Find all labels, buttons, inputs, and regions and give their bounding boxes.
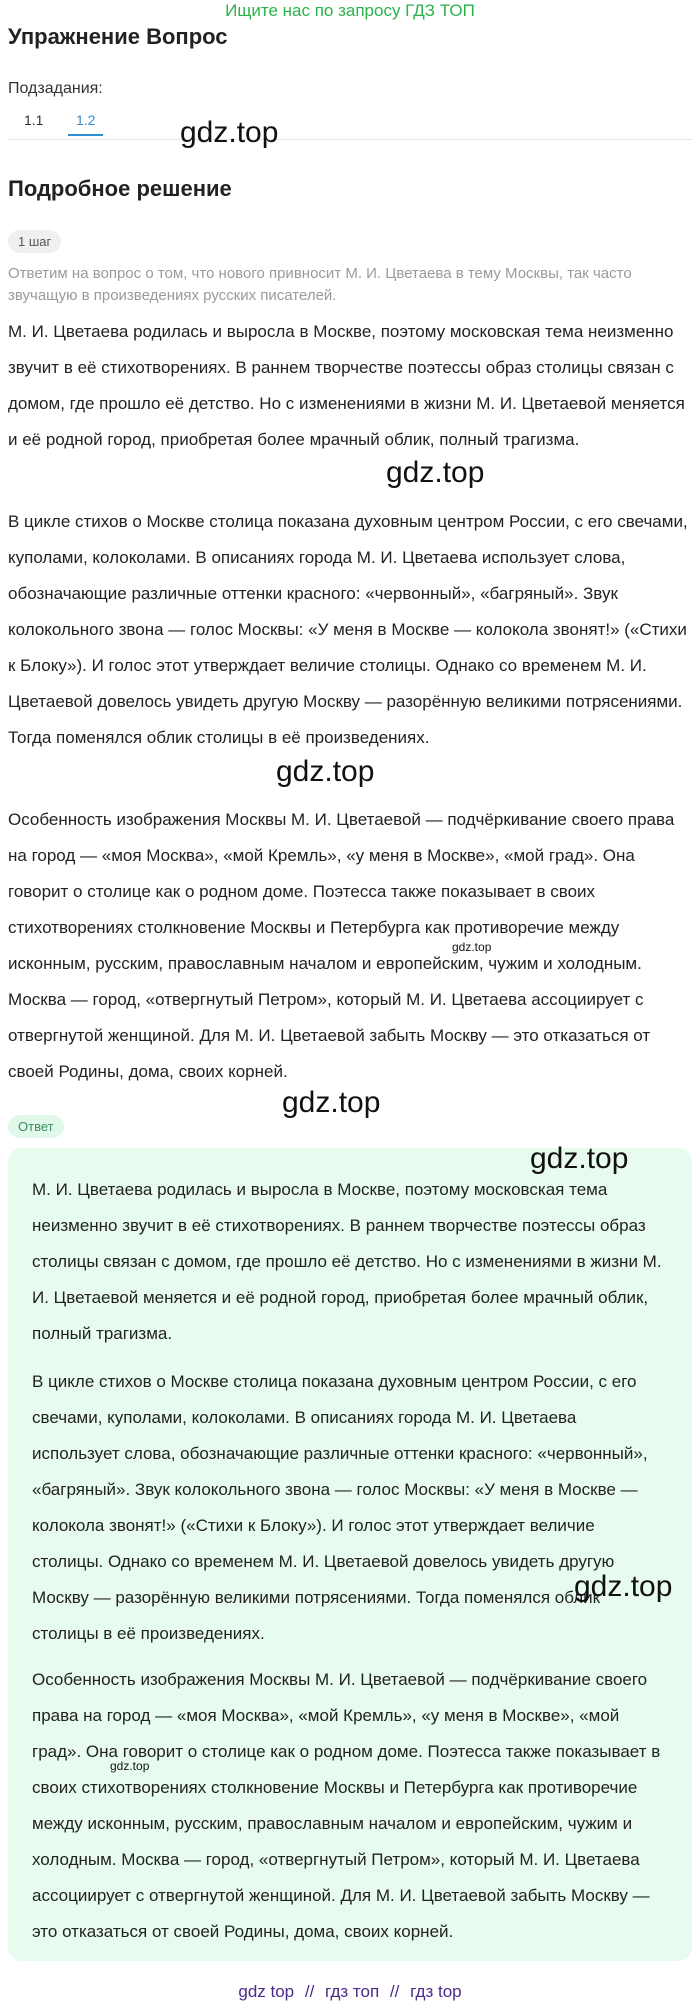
subtasks-label: Подзадания: xyxy=(8,80,103,97)
footer-separator: // xyxy=(389,1982,400,2001)
solution-title: Подробное решение xyxy=(8,176,232,201)
watermark: gdz.top xyxy=(386,456,485,489)
watermark: gdz.top xyxy=(530,1142,629,1175)
footer-link[interactable]: gdz top xyxy=(238,1982,295,2001)
page-header xyxy=(8,24,692,50)
answer-paragraph: Особенность изображения Москвы М. И. Цветаевой — подчёркивание своего права на город — «моя Москва», «мой Кремль», «у меня в Москве», «мой град». Она говорит о столице как о родном доме. Поэтесса также показывает в своих стихотворениях столкновение Москвы и Петербурга как противоречие между исконным, русским, православным началом и европейским, чужим и холодным. Москва — город, «отвергнутый Петром», который М. И. Цветаева ассоциирует с отвергнутой женщиной. Для М. И. Цветаевой забыть Москву — это отказаться от своей Родины, дома, своих корней. xyxy=(32,1670,661,1941)
solution-paragraph: Особенность изображения Москвы М. И. Цветаевой — подчёркивание своего права на город — «моя Москва», «мой Кремль», «у меня в Москве», «мой град». Она говорит о столице как о родном доме. Поэтесса также показывает в своих стихотворениях столкновение Москвы и Петербурга как противоречие между исконным, русским, православным началом и европейским, чужим и холодным. Москва — город, «отвергнутый Петром», который М. И. Цветаева ассоциирует с отвергнутой женщиной. Для М. И. Цветаевой забыть Москву — это отказаться от своей Родины, дома, своих корней. xyxy=(8,810,675,1081)
tab-1-2[interactable]: 1.2 xyxy=(76,112,95,136)
footer-separator: // xyxy=(304,1982,315,2001)
watermark: gdz.top xyxy=(110,1759,150,1773)
answer-badge: Ответ xyxy=(8,1115,64,1138)
top-banner: Ищите нас по запросу ГДЗ ТОП xyxy=(225,1,475,20)
solution-intro: Ответим на вопрос о том, что нового привносит М. И. Цветаева в тему Москвы, так часто звучащую в произведениях русских писателей. xyxy=(8,265,632,304)
watermark: gdz.top xyxy=(282,1086,381,1119)
watermark: gdz.top xyxy=(574,1570,673,1603)
step-badge: 1 шаг xyxy=(8,230,61,253)
page-title: Упражнение Вопрос xyxy=(8,24,228,49)
answer-paragraph: В цикле стихов о Москве столица показана духовным центром России, с его свечами, куполами, колоколами. В описаниях города М. И. Цветаева использует слова, обозначающие различные оттенки красного: «червонный», «багряный». Звук колокольного звона — голос Москвы: «У меня в Москве — колокола звонят!» («Стихи к Блоку»). И голос этот утверждает величие столицы. Однако со временем М. И. Цветаевой довелось увидеть другую Москву — разорённую великими потрясениями. Тогда поменялся облик столицы в её произведениях. xyxy=(32,1372,648,1643)
tab-1-1[interactable]: 1.1 xyxy=(24,112,44,128)
watermark: gdz.top xyxy=(180,116,279,149)
solution-paragraph: М. И. Цветаева родилась и выросла в Москве, поэтому московская тема неизменно звучит в её стихотворениях. В раннем творчестве поэтессы образ столицы связан с домом, где прошло её детство. Но с изменениями в жизни М. И. Цветаевой меняется и её родной город, приобретая более мрачный облик, полный трагизма. xyxy=(8,322,685,449)
watermark: gdz.top xyxy=(276,755,375,788)
answer-paragraph: М. И. Цветаева родилась и выросла в Москве, поэтому московская тема неизменно звучит в её стихотворениях. В раннем творчестве поэтессы образ столицы связан с домом, где прошло её детство. Но с изменениями в жизни М. И. Цветаевой меняется и её родной город, приобретая более мрачный облик, полный трагизма. xyxy=(32,1180,662,1343)
subtask-tabs xyxy=(8,108,692,140)
solution-paragraph: В цикле стихов о Москве столица показана духовным центром России, с его свечами, куполами, колоколами. В описаниях города М. И. Цветаева использует слова, обозначающие различные оттенки красного: «червонный», «багряный». Звук колокольного звона — голос Москвы: «У меня в Москве — колокола звонят!» («Стихи к Блоку»). И голос этот утверждает величие столицы. Однако со временем М. И. Цветаевой довелось увидеть другую Москву — разорённую великими потрясениями. Тогда поменялся облик столицы в её произведениях. xyxy=(8,512,688,747)
footer-link[interactable]: гдз top xyxy=(410,1982,462,2001)
watermark: gdz.top xyxy=(452,940,492,954)
footer-link[interactable]: гдз топ xyxy=(325,1982,380,2001)
footer-links xyxy=(0,1982,700,2002)
